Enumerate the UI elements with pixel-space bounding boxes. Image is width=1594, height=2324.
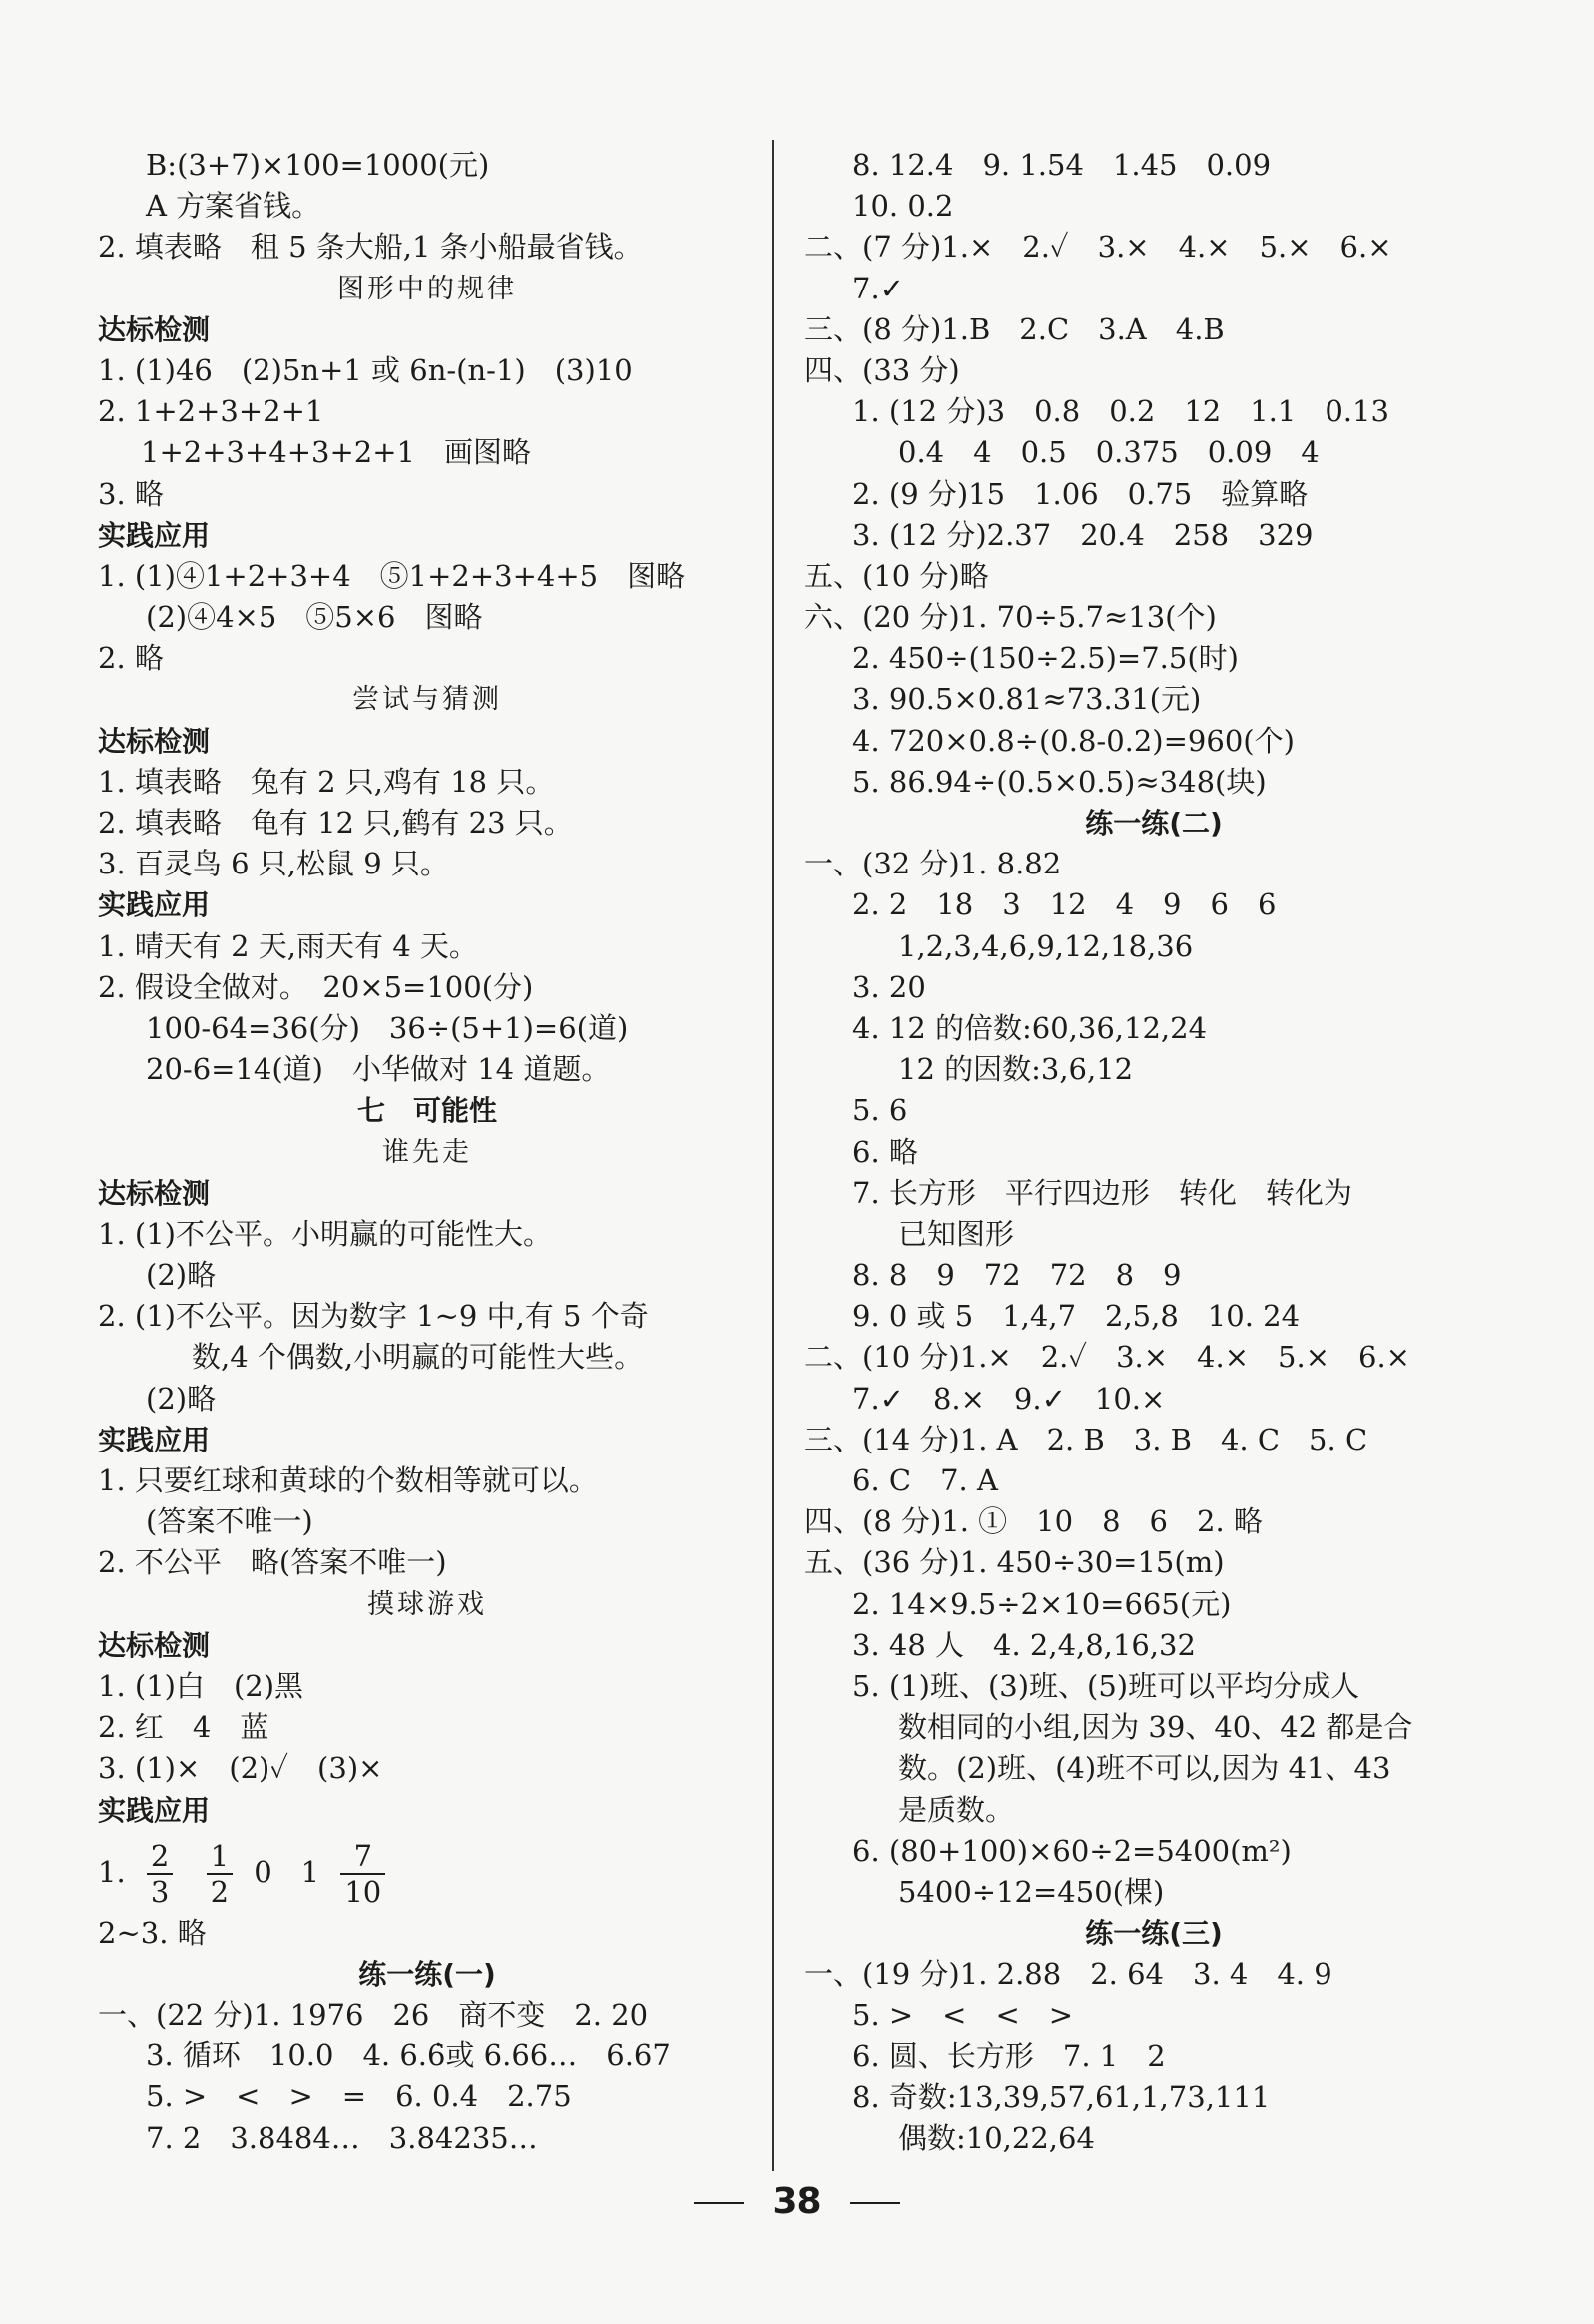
answer-line: 3. 48 人 4. 2,4,8,16,32: [852, 1627, 1196, 1662]
column-divider: [772, 140, 774, 2171]
answer-line: 2. 450÷(150÷2.5)=7.5(时): [852, 641, 1239, 676]
page-number-text: 38: [772, 2181, 822, 2222]
answer-line: 一、(22 分)1. 1976 26 商不变 2. 20: [98, 1998, 649, 2033]
answer-line: 3. 90.5×0.81≈73.31(元): [852, 682, 1202, 717]
left-column-tail: [98, 1913, 757, 2159]
answer-line: 7.✓ 8.× 9.✓ 10.×: [852, 1381, 1166, 1416]
answer-line: (2)略: [146, 1258, 217, 1293]
answer-line: 1. (1)④1+2+3+4 ⑤1+2+3+4+5 图略: [98, 558, 686, 593]
subsection-heading: 实践应用: [98, 518, 211, 552]
answer-line: 3. (1)× (2)✓ (3)×: [98, 1751, 383, 1786]
page-number-dash-left: [694, 2202, 744, 2204]
left-column-answers: [98, 145, 757, 1831]
answer-line: 4. 12 的倍数:60,36,12,24: [852, 1010, 1208, 1045]
answer-line: 3. (12 分)2.37 20.4 258 329: [852, 517, 1314, 552]
subsection-heading: 达标检测: [98, 1628, 211, 1662]
fraction-seven-tenths: [340, 1839, 385, 1909]
answer-line: 3. 百灵鸟 6 只,松鼠 9 只。: [98, 847, 449, 881]
lesson-title: 尝试与猜测: [352, 684, 502, 716]
answer-line: 0.4 4 0.5 0.375 0.09 4: [898, 435, 1320, 470]
answer-line: 5. > < < >: [852, 1998, 1074, 2033]
answer-line: 7. 2 3.8484… 3.84235…: [146, 2120, 538, 2155]
answer-line: 5. 6: [852, 1093, 908, 1128]
answer-line: 1. 只要红球和黄球的个数相等就可以。: [98, 1463, 598, 1497]
answer-line: 7.✓: [852, 271, 904, 305]
subsection-heading: 达标检测: [98, 724, 211, 758]
answer-line: 四、(33 分): [804, 352, 960, 387]
fraction-answer-middle: 0 1: [254, 1854, 320, 1889]
fraction-one-half: [207, 1839, 233, 1909]
lesson-title: 摸球游戏: [367, 1588, 487, 1620]
fraction-denominator: 3: [150, 1874, 170, 1909]
answer-line: 三、(8 分)1.B 2.C 3.A 4.B: [804, 311, 1225, 346]
answer-line: A 方案省钱。: [146, 189, 321, 224]
page-number-dash-right: [850, 2202, 900, 2204]
answer-line: 三、(14 分)1. A 2. B 3. B 4. C 5. C: [804, 1422, 1368, 1456]
fraction-answer-prefix: 1.: [98, 1854, 126, 1889]
answer-line: 是质数。: [898, 1792, 1015, 1827]
answer-line: 四、(8 分)1. ① 10 8 6 2. 略: [804, 1504, 1263, 1539]
fraction-two-thirds: [147, 1839, 173, 1909]
answer-line: (2)④4×5 ⑤5×6 图略: [146, 600, 483, 635]
answer-line: 6. 略: [852, 1134, 918, 1169]
answer-line: 2. 假设全做对。 20×5=100(分): [98, 969, 534, 1004]
section-title: 练一练(一): [358, 1957, 496, 1991]
fraction-denominator: 2: [210, 1874, 230, 1909]
answer-line: 数。(2)班、(4)班不可以,因为 41、43: [898, 1751, 1391, 1786]
answer-line: 1. 填表略 兔有 2 只,鸡有 18 只。: [98, 764, 555, 799]
answer-line: 1. (1)46 (2)5n+1 或 6n-(n-1) (3)10: [98, 352, 633, 387]
answer-line: 2. 填表略 租 5 条大船,1 条小船最省钱。: [98, 230, 643, 265]
section-title: 练一练(二): [1085, 807, 1223, 840]
answer-line: 5. 86.94÷(0.5×0.5)≈348(块): [852, 764, 1267, 799]
answer-line: 2~3. 略: [98, 1915, 207, 1950]
answer-line: 3. 循环 10.0 4. 6.6̇或 6.66… 6.67: [146, 2038, 671, 2073]
answer-line: 1. (12 分)3 0.8 0.2 12 1.1 0.13: [852, 394, 1389, 429]
answer-line: 7. 长方形 平行四边形 转化 转化为: [852, 1175, 1352, 1210]
answer-line: 2. 红 4 蓝: [98, 1710, 269, 1745]
subsection-heading: 实践应用: [98, 1423, 211, 1456]
answer-line: 1+2+3+4+3+2+1 画图略: [141, 435, 531, 470]
answer-line: (答案不唯一): [146, 1504, 313, 1539]
answer-line: 6. 圆、长方形 7. 1 2: [852, 2038, 1166, 2073]
answer-line: 8. 奇数:13,39,57,61,1,73,111: [852, 2079, 1271, 2114]
answer-line: 数,4 个偶数,小明赢的可能性大些。: [192, 1340, 644, 1375]
answer-line: 2. 填表略 龟有 12 只,鹤有 23 只。: [98, 806, 573, 840]
answer-line: 一、(32 分)1. 8.82: [804, 847, 1062, 881]
answer-line: 2. 略: [98, 641, 164, 676]
answer-line: 2. (1)不公平。因为数字 1~9 中,有 5 个奇: [98, 1299, 649, 1334]
answer-line: 3. 略: [98, 476, 164, 511]
answer-line: 2. (9 分)15 1.06 0.75 验算略: [852, 476, 1309, 511]
answer-line: B:(3+7)×100=1000(元): [146, 148, 490, 182]
answer-line: 10. 0.2: [852, 189, 954, 224]
answer-line: 五、(10 分)略: [804, 558, 989, 593]
answer-line: 5. (1)班、(3)班、(5)班可以平均分成人: [852, 1668, 1360, 1703]
answer-line: 一、(19 分)1. 2.88 2. 64 3. 4 4. 9: [804, 1957, 1332, 1992]
page-number: [0, 2181, 1594, 2222]
answer-line: 8. 12.4 9. 1.54 1.45 0.09: [852, 148, 1272, 182]
fraction-numerator: 2: [147, 1839, 173, 1875]
answer-line: 20-6=14(道) 小华做对 14 道题。: [146, 1052, 611, 1087]
answer-line: 3. 20: [852, 969, 926, 1004]
answer-line: 1. (1)不公平。小明赢的可能性大。: [98, 1216, 552, 1251]
answer-line: 1. 晴天有 2 天,雨天有 4 天。: [98, 928, 478, 963]
lesson-title: 图形中的规律: [337, 273, 517, 304]
answer-line: 6. C 7. A: [852, 1463, 998, 1497]
answer-line: 六、(20 分)1. 70÷5.7≈13(个): [804, 600, 1217, 635]
answer-line: (2)略: [146, 1381, 217, 1416]
subsection-heading: 达标检测: [98, 312, 211, 346]
section-title: 七 可能性: [356, 1094, 497, 1128]
answer-line: 已知图形: [898, 1216, 1015, 1251]
answer-line: 9. 0 或 5 1,4,7 2,5,8 10. 24: [852, 1299, 1301, 1334]
left-column: [98, 145, 757, 2159]
subsection-heading: 达标检测: [98, 1176, 211, 1210]
section-title: 练一练(三): [1085, 1917, 1223, 1951]
fraction-numerator: 1: [207, 1839, 233, 1875]
answer-line: 100-64=36(分) 36÷(5+1)=6(道): [146, 1010, 629, 1045]
subsection-heading: 实践应用: [98, 888, 211, 922]
answer-line: 2. 不公平 略(答案不唯一): [98, 1545, 447, 1580]
right-column: [804, 145, 1503, 2159]
answer-line: 二、(10 分)1.× 2.✓ 3.× 4.× 5.× 6.×: [804, 1340, 1410, 1375]
answer-line: 数相同的小组,因为 39、40、42 都是合: [898, 1710, 1413, 1745]
subsection-heading: 实践应用: [98, 1793, 211, 1827]
answer-line: 1. (1)白 (2)黑: [98, 1668, 304, 1703]
answer-line: 2. 2 18 3 12 4 9 6 6: [852, 887, 1277, 922]
answer-line: 5400÷12=450(棵): [898, 1874, 1165, 1909]
answer-line: 5. > < > = 6. 0.4 2.75: [146, 2079, 572, 2114]
lesson-title: 谁先走: [382, 1136, 472, 1168]
answer-line: 2. 14×9.5÷2×10=665(元): [852, 1586, 1232, 1621]
fraction-answer-line: [98, 1831, 757, 1913]
answer-line: 6. (80+100)×60÷2=5400(m²): [852, 1833, 1292, 1868]
answer-line: 8. 8 9 72 72 8 9: [852, 1258, 1182, 1293]
answer-line: 二、(7 分)1.× 2.✓ 3.× 4.× 5.× 6.×: [804, 230, 1392, 265]
fraction-denominator: 10: [344, 1874, 382, 1909]
answer-line: 1,2,3,4,6,9,12,18,36: [898, 928, 1194, 963]
answer-line: 12 的因数:3,6,12: [898, 1052, 1134, 1087]
answer-line: 2. 1+2+3+2+1: [98, 394, 324, 429]
fraction-numerator: 7: [340, 1839, 385, 1875]
answer-line: 偶数:10,22,64: [898, 2121, 1095, 2155]
answer-line: 五、(36 分)1. 450÷30=15(m): [804, 1545, 1225, 1580]
answer-line: 4. 720×0.8÷(0.8-0.2)=960(个): [852, 723, 1295, 758]
